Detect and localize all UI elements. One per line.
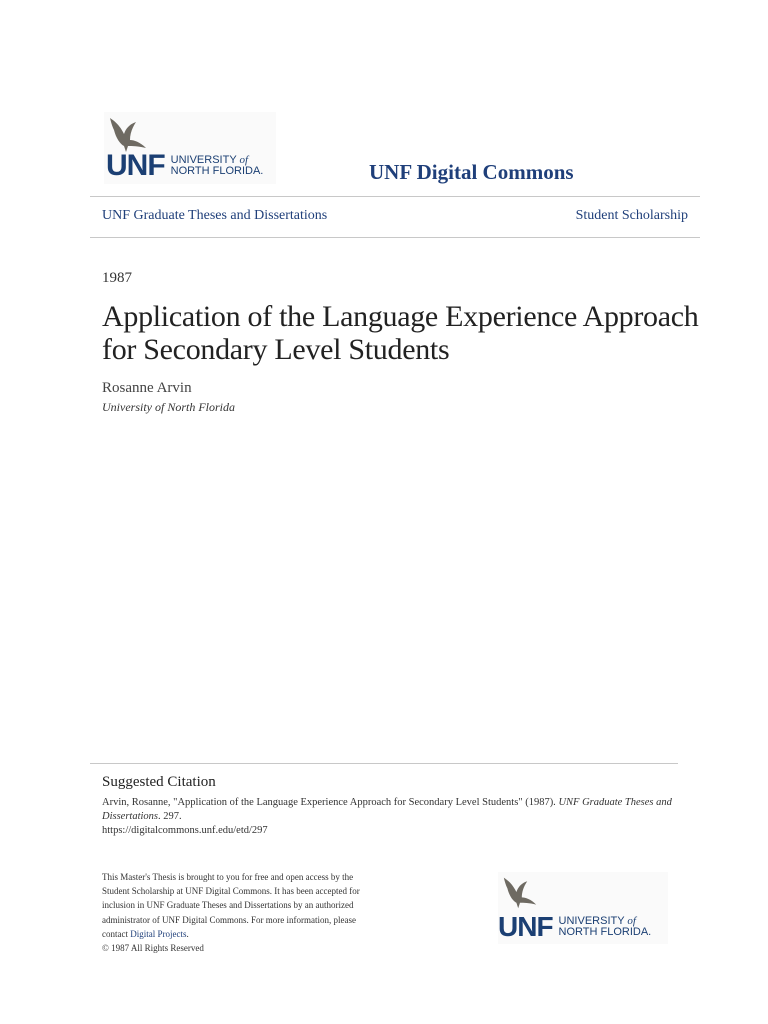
university-label: UNIVERSITY — [558, 914, 625, 927]
author-affiliation: University of North Florida — [102, 400, 235, 414]
digital-projects-link[interactable]: Digital Projects — [130, 928, 187, 939]
unf-logo-header — [104, 112, 276, 184]
osprey-icon — [106, 114, 150, 154]
document-title-line2: for Secondary Level Students — [102, 333, 450, 366]
of-label: of — [239, 153, 249, 166]
citation-series-cont: Dissertations — [102, 811, 159, 822]
document-title — [102, 300, 722, 366]
citation-main: Arvin, Rosanne, "Application of the Language Experience Approach for Secondary Level Students" (1987). — [102, 797, 556, 808]
citation-number: . 297. — [158, 811, 182, 822]
publication-year: 1987 — [102, 270, 132, 286]
repository-title[interactable]: UNF Digital Commons — [369, 160, 574, 184]
citation-series: UNF Graduate Theses and — [558, 797, 672, 808]
header-divider-top — [90, 196, 700, 197]
north-florida-label: NORTH FLORIDA. — [170, 165, 264, 178]
contact-prefix: contact — [102, 928, 128, 939]
north-florida-label: NORTH FLORIDA. — [558, 926, 652, 939]
university-label: UNIVERSITY — [170, 153, 237, 166]
access-note-line: administrator of UNF Digital Commons. For more information, please — [102, 914, 356, 925]
unf-wordmark: UNF — [498, 911, 553, 942]
access-note-line: inclusion in UNF Graduate Theses and Dissertations by an authorized — [102, 900, 354, 911]
citation-divider — [90, 763, 678, 764]
citation-text — [102, 796, 682, 838]
citation-url[interactable]: https://digitalcommons.unf.edu/etd/297 — [102, 825, 268, 836]
of-label: of — [627, 914, 636, 927]
access-note-line: This Master's Thesis is brought to you for free and open access by the — [102, 872, 354, 882]
access-note-contact — [102, 927, 402, 941]
collection-link[interactable]: UNF Graduate Theses and Dissertations — [102, 208, 328, 223]
unf-wordmark: UNF — [106, 149, 165, 182]
rights-statement: © 1987 All Rights Reserved — [102, 943, 204, 954]
contact-suffix: . — [186, 928, 189, 939]
citation-heading: Suggested Citation — [102, 774, 216, 790]
access-note — [102, 870, 402, 955]
unf-logo-footer — [498, 872, 668, 944]
header-divider-bottom — [90, 237, 700, 238]
student-scholarship-link[interactable]: Student Scholarship — [575, 208, 688, 223]
university-name — [559, 916, 652, 940]
document-title-line1: Application of the Language Experience Approach — [102, 300, 699, 333]
author-name[interactable]: Rosanne Arvin — [102, 380, 192, 396]
university-name — [171, 155, 264, 180]
osprey-icon — [500, 874, 540, 910]
access-note-line: Student Scholarship at UNF Digital Commons. It has been accepted for — [102, 886, 360, 897]
